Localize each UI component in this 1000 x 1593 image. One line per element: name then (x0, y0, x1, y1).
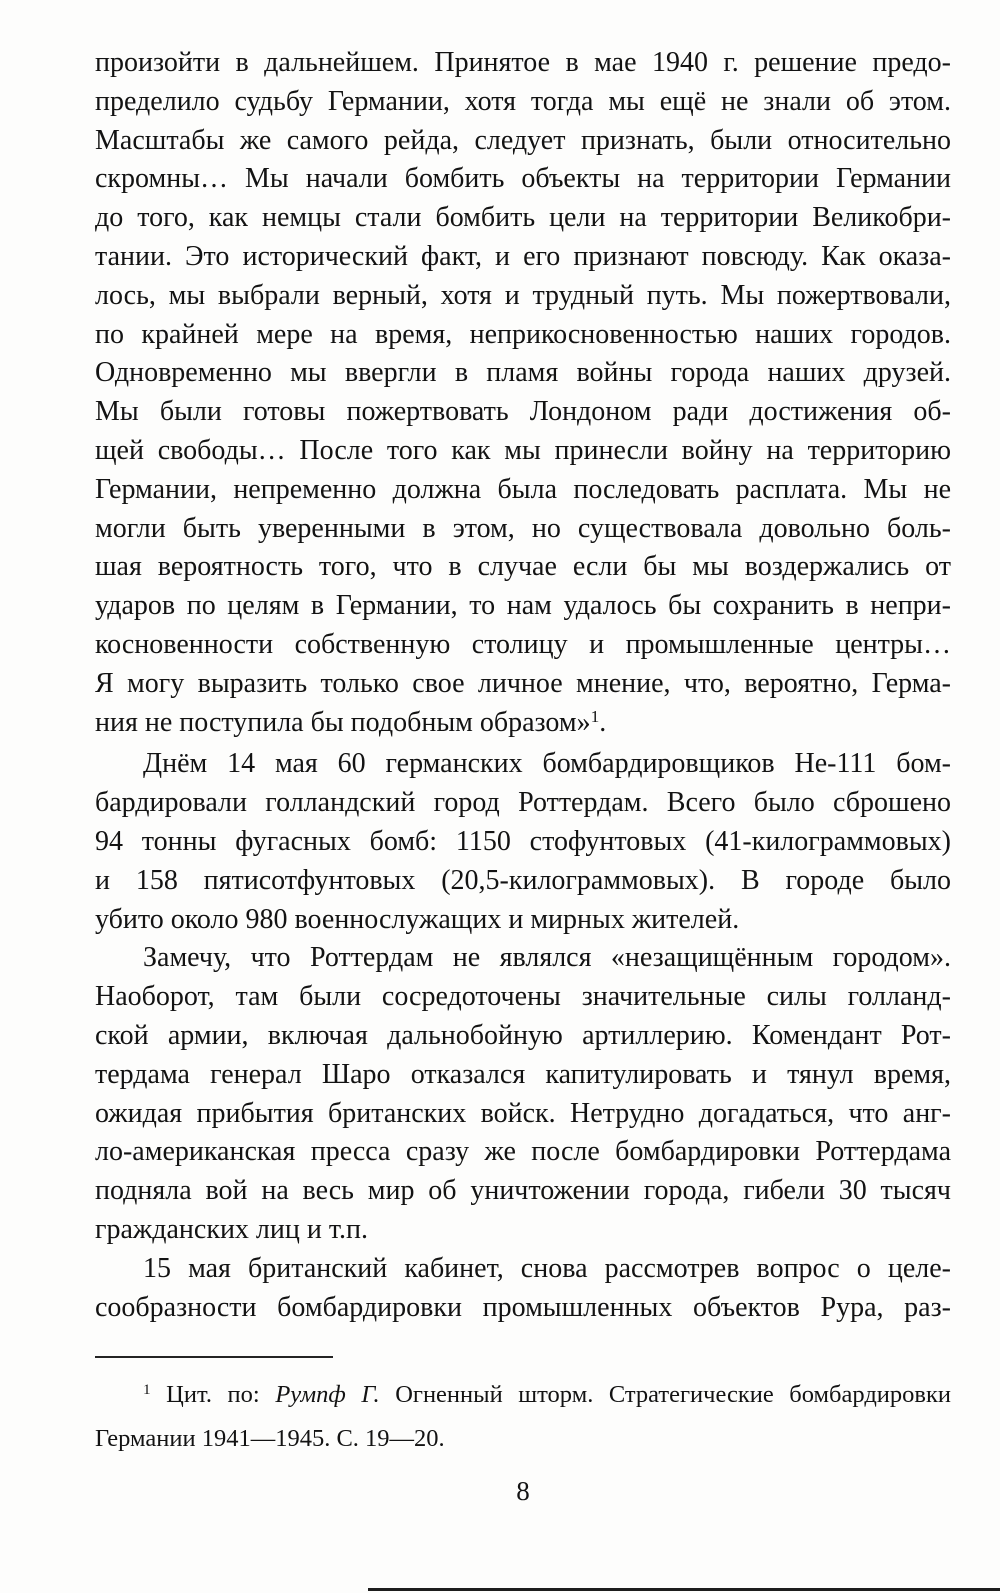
text-line (95, 238, 951, 277)
text-line (95, 901, 951, 940)
footnote-rule (95, 1356, 333, 1358)
text-line (95, 122, 951, 161)
text-line (95, 316, 951, 355)
text-run: Замечу, что Роттердам не являлся «незащищённым городом». (143, 942, 951, 974)
page-edge-shadow (368, 1588, 1000, 1591)
text-line (95, 1289, 951, 1328)
text-line (95, 978, 951, 1017)
text-line (95, 704, 951, 746)
text-line (95, 784, 951, 823)
text-run: ской армии, включая дальнобойную артиллерию. Комендант Рот- (95, 1019, 951, 1051)
text-run: 94 тонны фугасных бомб: 1150 стофунтовых (41-килограммовых) (95, 825, 951, 857)
text-run: произойти в дальнейшем. Принятое в мае 1940 г. решение предо- (95, 47, 951, 78)
paragraph (95, 44, 951, 745)
text-run: по крайней мере на время, неприкосновенностью наших городов. (95, 318, 951, 350)
page-number: 8 (516, 1476, 530, 1506)
text-run: и 158 пятисотфунтовых (20,5-килограммовых). В городе было (95, 864, 951, 896)
text-run: косновенности собственную столицу и промышленные центры… (95, 628, 951, 660)
text-run: убито около 980 военнослужащих и мирных жителей. (95, 903, 740, 935)
footnote-marker: 1 (143, 1381, 151, 1399)
text-line (95, 548, 951, 587)
text-run: бардировали голландский город Роттердам. Всего было сброшено (95, 787, 951, 819)
text-run: тердама генерал Шаро отказался капитулировать и тянул время, (95, 1058, 951, 1090)
footnote-text (95, 1374, 951, 1459)
text-run: подняла вой на весь мир об уничтожении города, гибели 30 тысяч (95, 1175, 951, 1207)
text-run: 15 мая британский кабинет, снова рассмотрев вопрос о целе- (143, 1252, 951, 1284)
text-body (95, 44, 951, 1327)
text-run: Одновременно мы ввергли в пламя войны города наших друзей. (95, 357, 951, 389)
text-run: Германии, непременно должна была последовать расплата. Мы не (95, 473, 951, 505)
text-run: лось, мы выбрали верный, хотя и трудный путь. Мы пожертвовали, (95, 279, 951, 311)
text-run: щей свободы… После того как мы принесли войну на территорию (95, 434, 951, 466)
text-run: ожидая прибытия британских войск. Нетрудно догадаться, что анг- (95, 1097, 951, 1129)
text-run: сообразности бомбардировки промышленных объектов Рура, раз- (95, 1291, 951, 1323)
text-run: Наоборот, там были сосредоточены значительные силы голланд- (95, 981, 951, 1013)
text-line (95, 432, 951, 471)
text-line (95, 1418, 951, 1459)
text-run: Мы были готовы пожертвовать Лондоном ради достижения об- (95, 396, 951, 428)
text-line (95, 823, 951, 862)
italic-text: Румпф Г. (275, 1381, 380, 1408)
paragraph (95, 1250, 951, 1328)
text-line (95, 626, 951, 665)
text-line (95, 83, 951, 122)
text-line (95, 1133, 951, 1172)
text-run: Германии 1941—1945. С. 19—20. (95, 1425, 445, 1452)
text-run: шая вероятность того, что в случае если бы мы воздержались от (95, 551, 951, 583)
text-run: Днём 14 мая 60 германских бомбардировщиков Не-111 бом- (143, 748, 951, 780)
text-line (95, 862, 951, 901)
text-run: ло-американская пресса сразу же после бомбардировки Роттердама (95, 1136, 951, 1168)
paragraph (95, 745, 951, 939)
text-line (95, 471, 951, 510)
text-run: Огненный шторм. Стратегические бомбардировки (379, 1381, 951, 1408)
text-line (95, 1374, 951, 1418)
text-run: могли быть уверенными в этом, но существовала довольно боль- (95, 512, 951, 544)
footnote-marker: 1 (590, 706, 600, 726)
text-line (95, 510, 951, 549)
text-run: ударов по целям в Германии, то нам удалось бы сохранить в непри- (95, 590, 951, 622)
text-line (95, 354, 951, 393)
text-line (95, 939, 951, 978)
paragraph (95, 939, 951, 1249)
text-line (95, 1017, 951, 1056)
text-run: Я могу выразить только свое личное мнение, что, вероятно, Герма- (95, 667, 951, 699)
text-run: ния не поступила бы подобным образом» (95, 706, 591, 738)
text-line (95, 1056, 951, 1095)
text-run: до того, как немцы стали бомбить цели на территории Великобри- (95, 202, 951, 234)
text-line (95, 44, 951, 83)
text-line (95, 393, 951, 432)
text-line (95, 277, 951, 316)
text-line (95, 1211, 951, 1250)
text-run: скромны… Мы начали бомбить объекты на территории Германии (95, 163, 951, 195)
text-line (95, 587, 951, 626)
text-run: Цит. по: (150, 1381, 276, 1408)
text-line (95, 1172, 951, 1211)
text-line (95, 745, 951, 784)
text-line (95, 1095, 951, 1134)
text-line (95, 1250, 951, 1289)
text-run: Масштабы же самого рейда, следует признать, были относительно (95, 124, 951, 156)
text-line (95, 199, 951, 238)
text-run: пределило судьбу Германии, хотя тогда мы ещё не знали об этом. (95, 85, 951, 117)
text-run: . (599, 706, 607, 738)
text-line (95, 160, 951, 199)
footnote (95, 1356, 951, 1459)
text-run: гражданских лиц и т.п. (95, 1213, 368, 1245)
text-line (95, 665, 951, 704)
text-run: тании. Это исторический факт, и его признают повсюду. Как оказа- (95, 240, 951, 272)
